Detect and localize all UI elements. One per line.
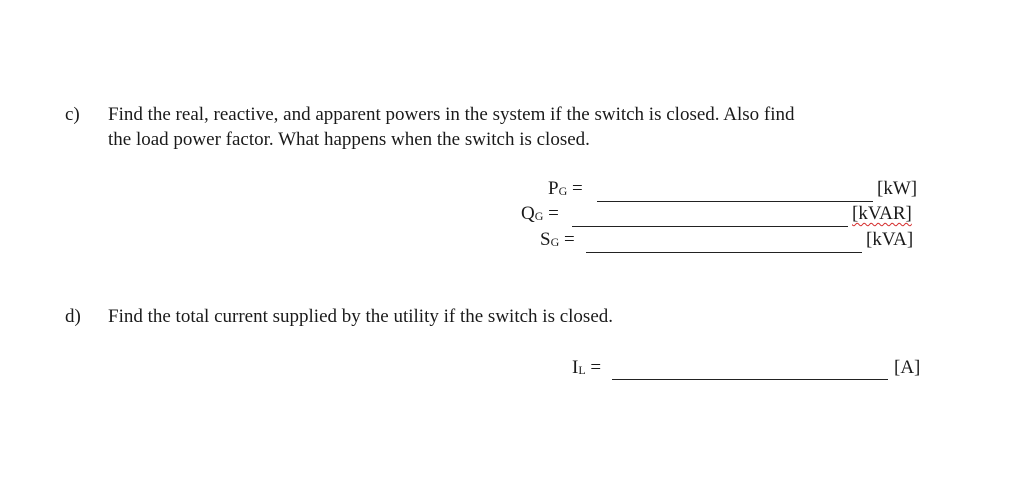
qg-label bbox=[521, 203, 559, 225]
il-unit: [A] bbox=[894, 357, 921, 378]
qg-symbol: Q bbox=[521, 203, 535, 224]
sg-unit: [kVA] bbox=[866, 229, 914, 250]
qg-answer-blank[interactable] bbox=[572, 226, 848, 227]
qg-unit: [kVAR] bbox=[852, 203, 912, 224]
il-label bbox=[572, 357, 601, 379]
part-c-marker: c) bbox=[65, 104, 80, 125]
part-c-question-line-1: Find the real, reactive, and apparent powers in the system if the switch is closed. Also find bbox=[108, 104, 795, 125]
qg-subscript: G bbox=[534, 209, 544, 223]
il-equals: = bbox=[590, 357, 602, 378]
pg-symbol: P bbox=[548, 178, 559, 199]
part-d-marker: d) bbox=[65, 306, 81, 327]
pg-equals: = bbox=[572, 178, 583, 199]
sg-label bbox=[540, 229, 575, 251]
il-symbol: I bbox=[572, 357, 579, 378]
part-d-question-line-1: Find the total current supplied by the utility if the switch is closed. bbox=[108, 306, 614, 327]
il-subscript: L bbox=[578, 363, 586, 377]
pg-subscript: G bbox=[558, 184, 568, 198]
pg-answer-blank[interactable] bbox=[597, 201, 873, 202]
qg-equals: = bbox=[548, 203, 559, 224]
sg-symbol: S bbox=[540, 229, 551, 250]
part-c-question-line-2: the load power factor. What happens when the switch is closed. bbox=[108, 129, 590, 150]
sg-answer-blank[interactable] bbox=[586, 252, 862, 253]
pg-label bbox=[548, 178, 583, 200]
sg-subscript: G bbox=[550, 235, 560, 249]
il-answer-blank[interactable] bbox=[612, 379, 888, 380]
pg-unit: [kW] bbox=[877, 178, 918, 199]
sg-equals: = bbox=[564, 229, 575, 250]
